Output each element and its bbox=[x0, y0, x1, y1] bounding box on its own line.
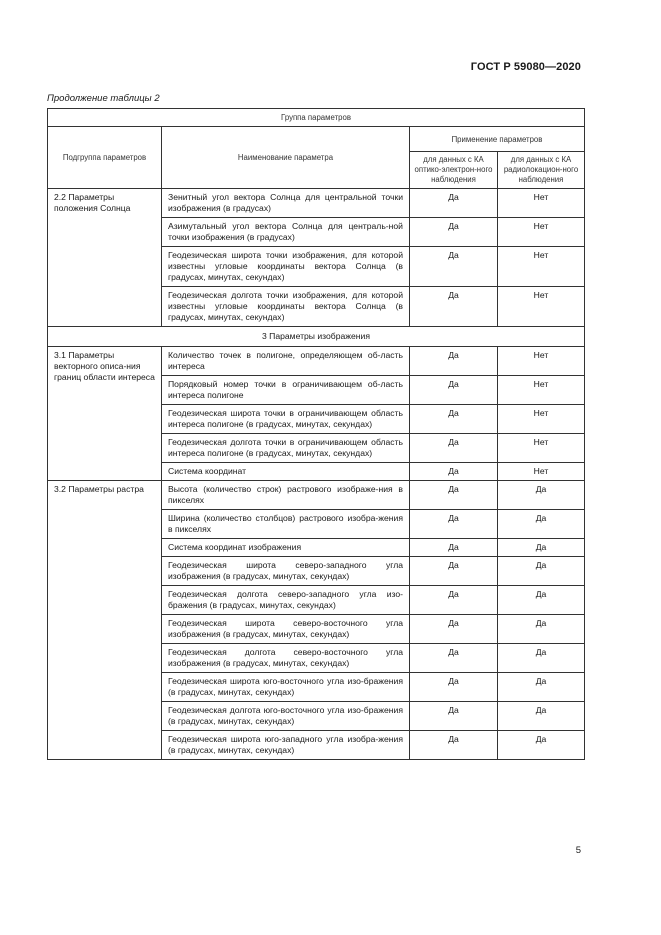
optical-value: Да bbox=[410, 434, 498, 463]
optical-value: Да bbox=[410, 644, 498, 673]
optical-value: Да bbox=[410, 463, 498, 481]
optical-value: Да bbox=[410, 586, 498, 615]
radar-column-header: для данных с КА радиолокацион-ного наблюдения bbox=[498, 152, 585, 189]
optical-value: Да bbox=[410, 731, 498, 760]
radar-value: Нет bbox=[498, 463, 585, 481]
parameter-name: Геодезическая долгота точки изображения, для которой известны угловые координаты вектора Солнца (в градусах, минутах, секундах) bbox=[162, 287, 410, 327]
parameter-name: Система координат изображения bbox=[162, 539, 410, 557]
radar-value: Да bbox=[498, 539, 585, 557]
radar-value: Да bbox=[498, 702, 585, 731]
radar-value: Да bbox=[498, 557, 585, 586]
radar-value: Нет bbox=[498, 189, 585, 218]
page-number: 5 bbox=[575, 845, 581, 856]
parameter-name: Геодезическая широта точки в ограничивающем область интереса полигоне (в градусах, минутах, секундах) bbox=[162, 405, 410, 434]
group-header: Группа параметров bbox=[48, 109, 585, 127]
parameters-table bbox=[47, 108, 585, 760]
parameter-name: Геодезическая широта северо-западного угла изображения (в градусах, минутах, секундах) bbox=[162, 557, 410, 586]
parameter-name: Геодезическая долгота северо-восточного угла изображения (в градусах, минутах, секундах) bbox=[162, 644, 410, 673]
parameter-name: Геодезическая широта точки изображения, для которой известны угловые координаты вектора Солнца (в градусах, минутах, секундах) bbox=[162, 247, 410, 287]
parameter-name: Геодезическая долгота точки в ограничивающем область интереса полигоне (в градусах, минутах, секундах) bbox=[162, 434, 410, 463]
table-row bbox=[48, 189, 585, 218]
radar-value: Да bbox=[498, 586, 585, 615]
radar-value: Да bbox=[498, 615, 585, 644]
subgroup-cell: 3.1 Параметры векторного описа-ния границ области интереса bbox=[48, 347, 162, 481]
radar-value: Нет bbox=[498, 376, 585, 405]
radar-value: Нет bbox=[498, 287, 585, 327]
radar-value: Да bbox=[498, 731, 585, 760]
section-title: 3 Параметры изображения bbox=[48, 327, 585, 347]
radar-value: Да bbox=[498, 510, 585, 539]
subgroup-cell: 3.2 Параметры растра bbox=[48, 481, 162, 760]
parameter-name: Геодезическая долгота северо-западного угла изо-бражения (в градусах, минутах, секундах) bbox=[162, 586, 410, 615]
optical-value: Да bbox=[410, 510, 498, 539]
radar-value: Да bbox=[498, 481, 585, 510]
optical-column-header: для данных с КА оптико-электрон-ного наблюдения bbox=[410, 152, 498, 189]
parameter-name: Азимутальный угол вектора Солнца для централь-ной точки изображения (в градусах) bbox=[162, 218, 410, 247]
optical-value: Да bbox=[410, 615, 498, 644]
optical-value: Да bbox=[410, 218, 498, 247]
parameter-name: Ширина (количество столбцов) растрового изобра-жения в пикселях bbox=[162, 510, 410, 539]
radar-value: Нет bbox=[498, 218, 585, 247]
radar-value: Нет bbox=[498, 347, 585, 376]
standard-designation: ГОСТ Р 59080—2020 bbox=[470, 61, 581, 73]
parameter-name: Зенитный угол вектора Солнца для центральной точки изображения (в градусах) bbox=[162, 189, 410, 218]
radar-value: Нет bbox=[498, 405, 585, 434]
parameter-name: Количество точек в полигоне, определяющем об-ласть интереса bbox=[162, 347, 410, 376]
optical-value: Да bbox=[410, 189, 498, 218]
parameter-name: Высота (количество строк) растрового изображе-ния в пикселях bbox=[162, 481, 410, 510]
radar-value: Нет bbox=[498, 434, 585, 463]
parameter-name: Геодезическая широта юго-западного угла изобра-жения (в градусах, минутах, секундах) bbox=[162, 731, 410, 760]
section-row bbox=[48, 327, 585, 347]
optical-value: Да bbox=[410, 539, 498, 557]
optical-value: Да bbox=[410, 405, 498, 434]
parameter-name: Геодезическая широта северо-восточного угла изображения (в градусах, минутах, секундах) bbox=[162, 615, 410, 644]
parameter-name: Геодезическая широта юго-восточного угла изо-бражения (в градусах, минутах, секундах) bbox=[162, 673, 410, 702]
application-column-header: Применение параметров bbox=[410, 127, 585, 152]
name-column-header: Наименование параметра bbox=[162, 127, 410, 189]
optical-value: Да bbox=[410, 557, 498, 586]
subgroup-column-header: Подгруппа параметров bbox=[48, 127, 162, 189]
optical-value: Да bbox=[410, 287, 498, 327]
optical-value: Да bbox=[410, 481, 498, 510]
optical-value: Да bbox=[410, 247, 498, 287]
optical-value: Да bbox=[410, 673, 498, 702]
table-row bbox=[48, 347, 585, 376]
table-caption: Продолжение таблицы 2 bbox=[47, 93, 160, 104]
parameter-name: Система координат bbox=[162, 463, 410, 481]
radar-value: Да bbox=[498, 673, 585, 702]
subgroup-cell: 2.2 Параметры положения Солнца bbox=[48, 189, 162, 327]
radar-value: Нет bbox=[498, 247, 585, 287]
radar-value: Да bbox=[498, 644, 585, 673]
parameter-name: Порядковый номер точки в ограничивающем об-ласть интереса полигоне bbox=[162, 376, 410, 405]
table-row bbox=[48, 481, 585, 510]
optical-value: Да bbox=[410, 376, 498, 405]
optical-value: Да bbox=[410, 702, 498, 731]
parameter-name: Геодезическая долгота юго-восточного угла изо-бражения (в градусах, минутах, секундах) bbox=[162, 702, 410, 731]
optical-value: Да bbox=[410, 347, 498, 376]
